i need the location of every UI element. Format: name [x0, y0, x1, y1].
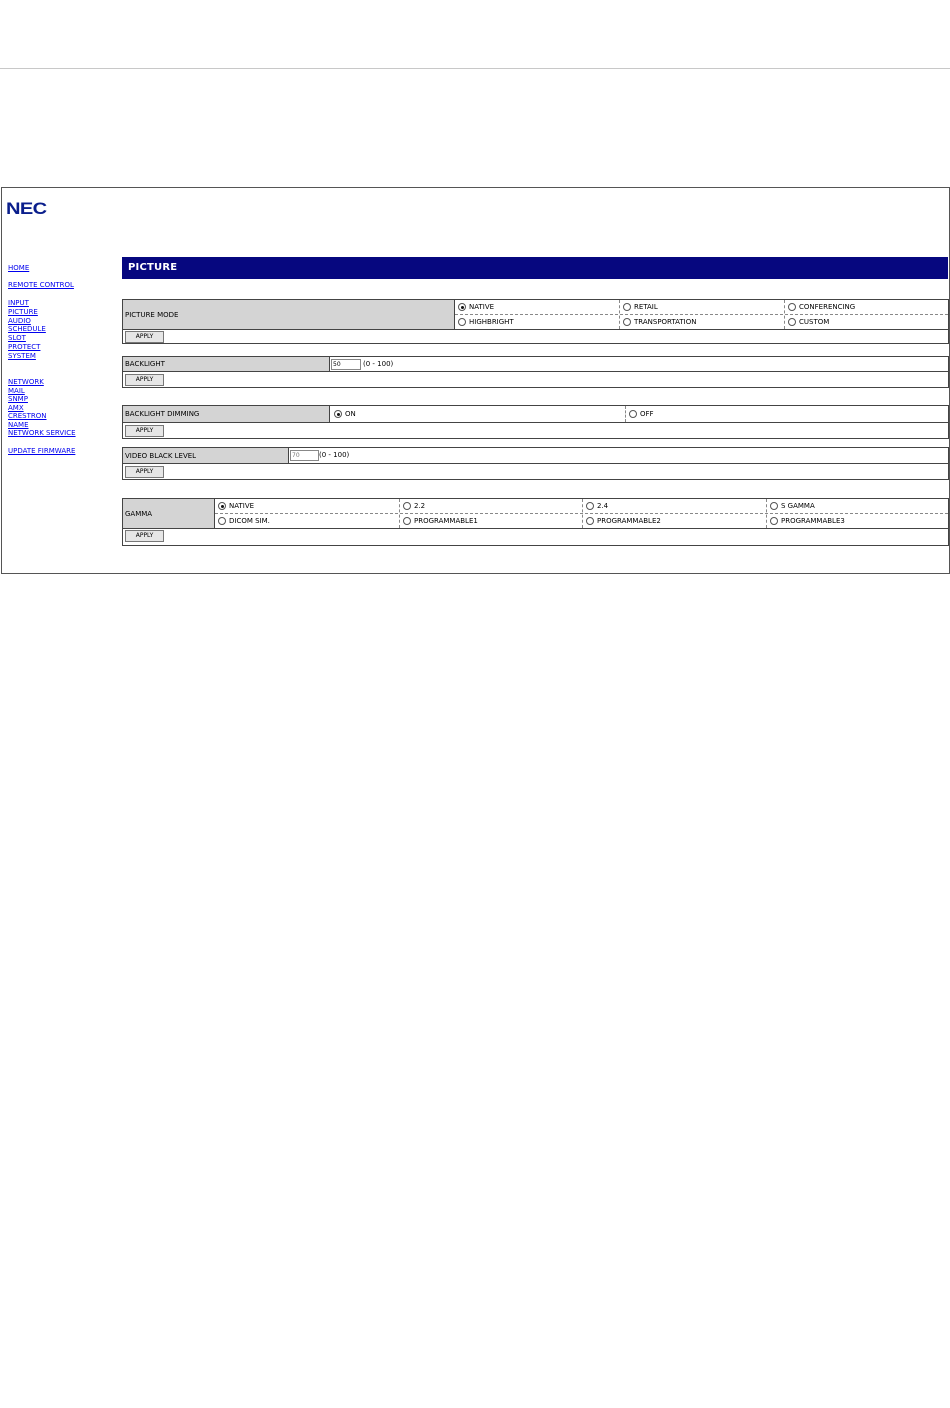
- picture-mode-section: [122, 299, 949, 344]
- backlight-apply-button[interactable]: APPLY: [125, 374, 164, 386]
- page-divider: [0, 68, 950, 69]
- video-black-level-range: (0 - 100): [319, 451, 350, 459]
- row-divider: [123, 371, 948, 372]
- picture-mode-conferencing-radio[interactable]: CONFERENCING: [785, 300, 947, 314]
- radio-icon: [788, 318, 796, 326]
- page-title-banner: [122, 257, 948, 279]
- gamma-s-gamma-radio[interactable]: S GAMMA: [767, 499, 947, 513]
- video-black-level-label: VIDEO BLACK LEVEL: [125, 452, 197, 460]
- nav-audio[interactable]: AUDIO: [8, 317, 31, 325]
- gamma-2-4-radio[interactable]: 2.4: [583, 499, 764, 513]
- gamma-dicom-sim-radio[interactable]: DICOM SIM.: [215, 514, 397, 528]
- radio-icon: [458, 318, 466, 326]
- row-divider: [123, 528, 948, 529]
- radio-icon: [403, 517, 411, 525]
- picture-mode-apply-button[interactable]: APPLY: [125, 331, 164, 343]
- picture-mode-native-radio[interactable]: NATIVE: [455, 300, 618, 314]
- radio-icon: [403, 502, 411, 510]
- nav-picture[interactable]: PICTURE: [8, 308, 38, 316]
- gamma-programmable3-radio[interactable]: PROGRAMMABLE3: [767, 514, 947, 528]
- gamma-programmable1-radio[interactable]: PROGRAMMABLE1: [400, 514, 581, 528]
- backlight-dimming-on-radio[interactable]: ON: [331, 407, 623, 421]
- nav-system[interactable]: SYSTEM: [8, 352, 36, 360]
- web-ui-frame: [1, 187, 950, 574]
- nav-schedule[interactable]: SCHEDULE: [8, 325, 46, 333]
- gamma-apply-button[interactable]: APPLY: [125, 530, 164, 542]
- nav-slot[interactable]: SLOT: [8, 334, 26, 342]
- backlight-input[interactable]: 50: [331, 359, 361, 370]
- gamma-native-radio[interactable]: NATIVE: [215, 499, 397, 513]
- picture-mode-row: [123, 300, 948, 329]
- picture-mode-transportation-radio[interactable]: TRANSPORTATION: [620, 315, 783, 329]
- backlight-row: [123, 357, 948, 371]
- nav-home[interactable]: HOME: [8, 264, 30, 272]
- video-black-level-label-cell: [123, 448, 289, 463]
- row-divider: [123, 422, 948, 423]
- gamma-label-cell: [123, 499, 215, 528]
- nec-logo: NEC: [6, 199, 47, 218]
- backlight-dimming-section: [122, 405, 949, 439]
- radio-icon: [586, 502, 594, 510]
- backlight-dimming-label: BACKLIGHT DIMMING: [125, 410, 200, 418]
- radio-icon: [788, 303, 796, 311]
- gamma-label: GAMMA: [125, 510, 153, 518]
- backlight-dimming-apply-button[interactable]: APPLY: [125, 425, 164, 437]
- video-black-level-section: [122, 447, 949, 480]
- picture-mode-retail-radio[interactable]: RETAIL: [620, 300, 783, 314]
- row-divider: [123, 463, 948, 464]
- nav-mail[interactable]: MAIL: [8, 387, 25, 395]
- gamma-section: [122, 498, 949, 546]
- nav-network[interactable]: NETWORK: [8, 378, 44, 386]
- radio-icon: [770, 517, 778, 525]
- nav-network-service[interactable]: NETWORK SERVICE: [8, 429, 76, 437]
- radio-icon: [218, 517, 226, 525]
- nav-amx[interactable]: AMX: [8, 404, 24, 412]
- picture-mode-label: PICTURE MODE: [125, 311, 179, 319]
- video-black-level-row: [123, 448, 948, 463]
- radio-icon: [629, 410, 637, 418]
- nav-crestron[interactable]: CRESTRON: [8, 412, 47, 420]
- row-divider: [123, 329, 948, 330]
- radio-icon: [770, 502, 778, 510]
- backlight-range: (0 - 100): [363, 360, 394, 368]
- picture-mode-custom-radio[interactable]: CUSTOM: [785, 315, 947, 329]
- gamma-row: [123, 499, 948, 528]
- video-black-level-input[interactable]: 70: [290, 450, 319, 461]
- backlight-dimming-row: [123, 406, 948, 422]
- nav-remote-control[interactable]: REMOTE CONTROL: [8, 281, 74, 289]
- backlight-label: BACKLIGHT: [125, 360, 165, 368]
- gamma-2-2-radio[interactable]: 2.2: [400, 499, 581, 513]
- radio-icon: [623, 303, 631, 311]
- picture-mode-label-cell: [123, 300, 455, 329]
- nav-protect[interactable]: PROTECT: [8, 343, 41, 351]
- video-black-level-apply-button[interactable]: APPLY: [125, 466, 164, 478]
- nav-name[interactable]: NAME: [8, 421, 29, 429]
- backlight-label-cell: [123, 357, 330, 371]
- picture-mode-highbright-radio[interactable]: HIGHBRIGHT: [455, 315, 618, 329]
- radio-icon: [586, 517, 594, 525]
- nav-update-firmware[interactable]: UPDATE FIRMWARE: [8, 447, 76, 455]
- radio-selected-icon: [334, 410, 342, 418]
- radio-selected-icon: [458, 303, 466, 311]
- nav-snmp[interactable]: SNMP: [8, 395, 28, 403]
- radio-icon: [623, 318, 631, 326]
- page-title: PICTURE: [128, 262, 178, 273]
- backlight-dimming-off-radio[interactable]: OFF: [626, 407, 926, 421]
- backlight-dimming-label-cell: [123, 406, 330, 422]
- nav-input[interactable]: INPUT: [8, 299, 29, 307]
- radio-selected-icon: [218, 502, 226, 510]
- gamma-programmable2-radio[interactable]: PROGRAMMABLE2: [583, 514, 764, 528]
- backlight-section: [122, 356, 949, 388]
